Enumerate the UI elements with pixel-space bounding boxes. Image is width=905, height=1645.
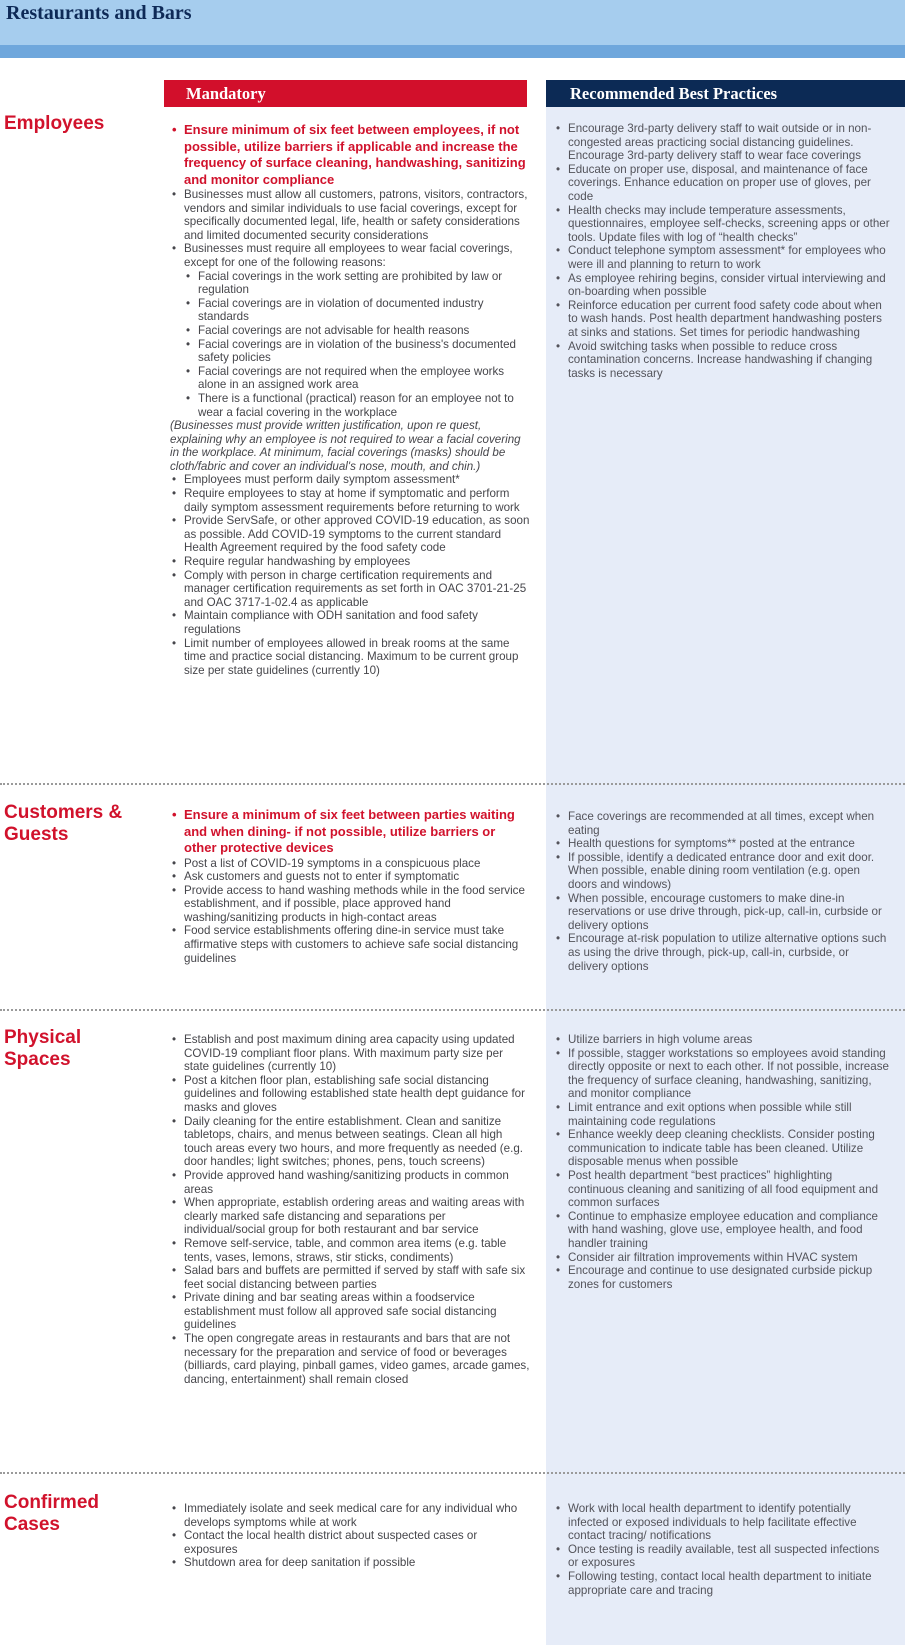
list-item: • If possible, identify a dedicated entrance door and exit door. When possible, enable dining room ventilation (e.g. open doors and windows) (554, 851, 890, 892)
section-label-confirmed-cases: Confirmed Cases (4, 1492, 99, 1535)
customers-recommended-list (554, 810, 890, 973)
list-item: • Consider air filtration improvements within HVAC system (554, 1251, 890, 1265)
list-item: • Limit number of employees allowed in break rooms at the same time and practice social distancing. Maximum to be current group size per state guidelines (currently 10) (170, 637, 530, 678)
list-item: • Salad bars and buffets are permitted if served by staff with safe six feet social distancing between parties (170, 1264, 530, 1291)
list-item: • The open congregate areas in restaurants and bars that are not necessary for the preparation and service of food or beverages (billiards, card playing, pinball games, video games, arcade games, dancing, entertainment) shall remain closed (170, 1332, 530, 1386)
list-item: • Avoid switching tasks when possible to reduce cross contamination concerns. Increase handwashing if changing tasks is necessary (554, 340, 890, 381)
bullet-list (554, 122, 890, 380)
list-item: • Following testing, contact local health department to initiate appropriate care and tracing (554, 1570, 890, 1597)
list-item: • Limit entrance and exit options when possible while still maintaining code regulations (554, 1101, 890, 1128)
list-item: • Educate on proper use, disposal, and maintenance of face coverings. Enhance education on proper use of gloves, per code (554, 163, 890, 204)
list-item: • Require regular handwashing by employees (170, 555, 530, 569)
emphasis-item: • Ensure minimum of six feet between employees, if not possible, utilize barriers if applicable and increase the frequency of surface cleaning, handwashing, sanitizing and monitor compliance (170, 122, 530, 188)
list-item: • Employees must perform daily symptom assessment* (170, 473, 530, 487)
list-item: • Daily cleaning for the entire establishment. Clean and sanitize tabletops, chairs, and menus between seatings. Clean all high touch areas every two hours, and more frequently as needed (e.g. door handles; light switches; phones, pens, touch screens) (170, 1115, 530, 1169)
title-bar (0, 0, 905, 45)
list-item: • Ask customers and guests not to enter if symptomatic (170, 870, 530, 884)
confirmed-cases-recommended-list (554, 1502, 890, 1597)
list-item: • If possible, stagger workstations so employees avoid standing directly opposite or next to each other. If not possible, increase the frequency of surface cleaning, handwashing, sanitizing, and monitor compliance (554, 1047, 890, 1101)
list-item: • Shutdown area for deep sanitation if possible (170, 1556, 530, 1570)
list-item: • Reinforce education per current food safety code about when to wash hands. Post health department handwashing posters at sinks and stations. Set times for periodic handwashing (554, 299, 890, 340)
list-item: • Once testing is readily available, test all suspected infections or exposures (554, 1543, 890, 1570)
sub-list-item: • Facial coverings are in violation of documented industry standards (184, 297, 530, 324)
list-item: • Enhance weekly deep cleaning checklists. Consider posting communication to indicate table has been cleaned. Utilize disposable menus when possible (554, 1128, 890, 1169)
note-text: (Businesses must provide written justification, upon re quest, explaining why an employee is not required to wear a facial covering in the workplace. At minimum, facial coverings (masks) should be cloth/fabric and cover an individual's nose, mouth, and chin.) (170, 419, 521, 473)
list-item: • Maintain compliance with ODH sanitation and food safety regulations (170, 609, 530, 636)
bullet-list (170, 807, 530, 965)
section-label-customers-guests: Customers & Guests (4, 802, 123, 845)
list-item: • Face coverings are recommended at all times, except when eating (554, 810, 890, 837)
list-item: • Post a list of COVID-19 symptoms in a conspicuous place (170, 857, 530, 871)
list-item: • Businesses must allow all customers, patrons, visitors, contractors, vendors and similar individuals to use facial coverings, except for specifically documented legal, life, health or safety considerations and limited documented security considerations (170, 188, 530, 242)
sub-list-item: • Facial coverings are in violation of the business's documented safety policies (184, 338, 530, 365)
list-item: • Immediately isolate and seek medical care for any individual who develops symptoms while at work (170, 1502, 530, 1529)
bullet-list (554, 810, 890, 973)
list-item: • Conduct telephone symptom assessment* for employees who were ill and planning to return to work (554, 244, 890, 271)
list-item: • When possible, encourage customers to make dine-in reservations or use drive through, pick-up, call-in, curbside or delivery options (554, 892, 890, 933)
physical-spaces-recommended-list (554, 1033, 890, 1291)
section-divider (0, 1009, 905, 1011)
physical-spaces-mandatory-list (170, 1033, 530, 1386)
sub-list-item: • Facial coverings are not required when the employee works alone in an assigned work area (184, 365, 530, 392)
bullet-list (554, 1033, 890, 1291)
title-stripe (0, 45, 905, 58)
list-item: • Encourage and continue to use designated curbside pickup zones for customers (554, 1264, 890, 1291)
list-item: • When appropriate, establish ordering areas and waiting areas with clearly marked safe distancing and separations per individual/social group for both restaurant and bar service (170, 1196, 530, 1237)
list-item: • Contact the local health district about suspected cases or exposures (170, 1529, 530, 1556)
list-item: • Post health department “best practices” highlighting continuous cleaning and sanitizing of all food equipment and common surfaces (554, 1169, 890, 1210)
list-item: • Provide ServSafe, or other approved COVID-19 education, as soon as possible. Add COVID-19 symptoms to the current standard Health Agreement required by the food safety code (170, 514, 530, 555)
employees-mandatory-list (170, 122, 530, 677)
section-divider (0, 1472, 905, 1474)
list-item: • Continue to emphasize employee education and compliance with hand washing, glove use, employee health, and food handler training (554, 1210, 890, 1251)
bullet-list (170, 473, 530, 677)
emphasis-item: • Ensure a minimum of six feet between parties waiting and when dining- if not possible, utilize barriers or other protective devices (170, 807, 530, 857)
customers-mandatory-list (170, 807, 530, 965)
list-item: • Encourage at-risk population to utilize alternative options such as using the drive through, pick-up, call-in, curbside, or delivery options (554, 932, 890, 973)
bullet-list (170, 122, 530, 419)
list-item: • Provide access to hand washing methods while in the food service establishment, and if possible, place approved hand washing/sanitizing products in high-contact areas (170, 884, 530, 925)
list-item: • Remove self-service, table, and common area items (e.g. table tents, vases, lemons, straws, stir sticks, condiments) (170, 1237, 530, 1264)
list-item: • Businesses must require all employees to wear facial coverings, except for one of the following reasons: (170, 242, 530, 269)
list-item: • Health checks may include temperature assessments, questionnaires, employee self-checks, screening apps or other tools. Update files with log of “health checks” (554, 204, 890, 245)
list-item: • Utilize barriers in high volume areas (554, 1033, 890, 1047)
mandatory-header: Mandatory (164, 80, 527, 107)
list-item: • As employee rehiring begins, consider virtual interviewing and on-boarding when possible (554, 272, 890, 299)
list-item: • Work with local health department to identify potentially infected or exposed individuals to help facilitate effective contact tracing/ notifications (554, 1502, 890, 1543)
list-item: • Encourage 3rd-party delivery staff to wait outside or in non-congested areas practicing social distancing guidelines. Encourage 3rd-party delivery staff to wear face coverings (554, 122, 890, 163)
sub-list-item: • Facial coverings are not advisable for health reasons (184, 324, 530, 338)
sub-list-item: • Facial coverings in the work setting are prohibited by law or regulation (184, 270, 530, 297)
section-label-employees: Employees (4, 113, 105, 134)
list-item: • Food service establishments offering dine-in service must take affirmative steps with customers to achieve safe social distancing guidelines (170, 924, 530, 965)
section-label-physical-spaces: Physical Spaces (4, 1027, 82, 1070)
section-divider (0, 783, 905, 785)
page-title: Restaurants and Bars (6, 2, 192, 24)
list-item: • Provide approved hand washing/sanitizing products in common areas (170, 1169, 530, 1196)
bullet-list (170, 1033, 530, 1386)
list-item: • Post a kitchen floor plan, establishing safe social distancing guidelines and following established state health dept guidance for masks and gloves (170, 1074, 530, 1115)
sub-list-item: • There is a functional (practical) reason for an employee not to wear a facial covering in the workplace (184, 392, 530, 419)
list-item: • Private dining and bar seating areas within a foodservice establishment must follow all approved safe social distancing guidelines (170, 1291, 530, 1332)
list-item: • Establish and post maximum dining area capacity using updated COVID-19 compliant floor plans. With maximum party size per state guidelines (currently 10) (170, 1033, 530, 1074)
list-item: • Require employees to stay at home if symptomatic and perform daily symptom assessment requirements before returning to work (170, 487, 530, 514)
recommended-header: Recommended Best Practices (546, 80, 905, 107)
list-item: • Health questions for symptoms** posted at the entrance (554, 837, 890, 851)
confirmed-cases-mandatory-list (170, 1502, 530, 1570)
bullet-list (170, 1502, 530, 1570)
sub-bullet-list (184, 270, 530, 420)
employees-recommended-list (554, 122, 890, 380)
list-item: • Comply with person in charge certification requirements and manager certification requirements as set forth in OAC 3701-21-25 and OAC 3717-1-02.4 as applicable (170, 569, 530, 610)
bullet-list (554, 1502, 890, 1597)
